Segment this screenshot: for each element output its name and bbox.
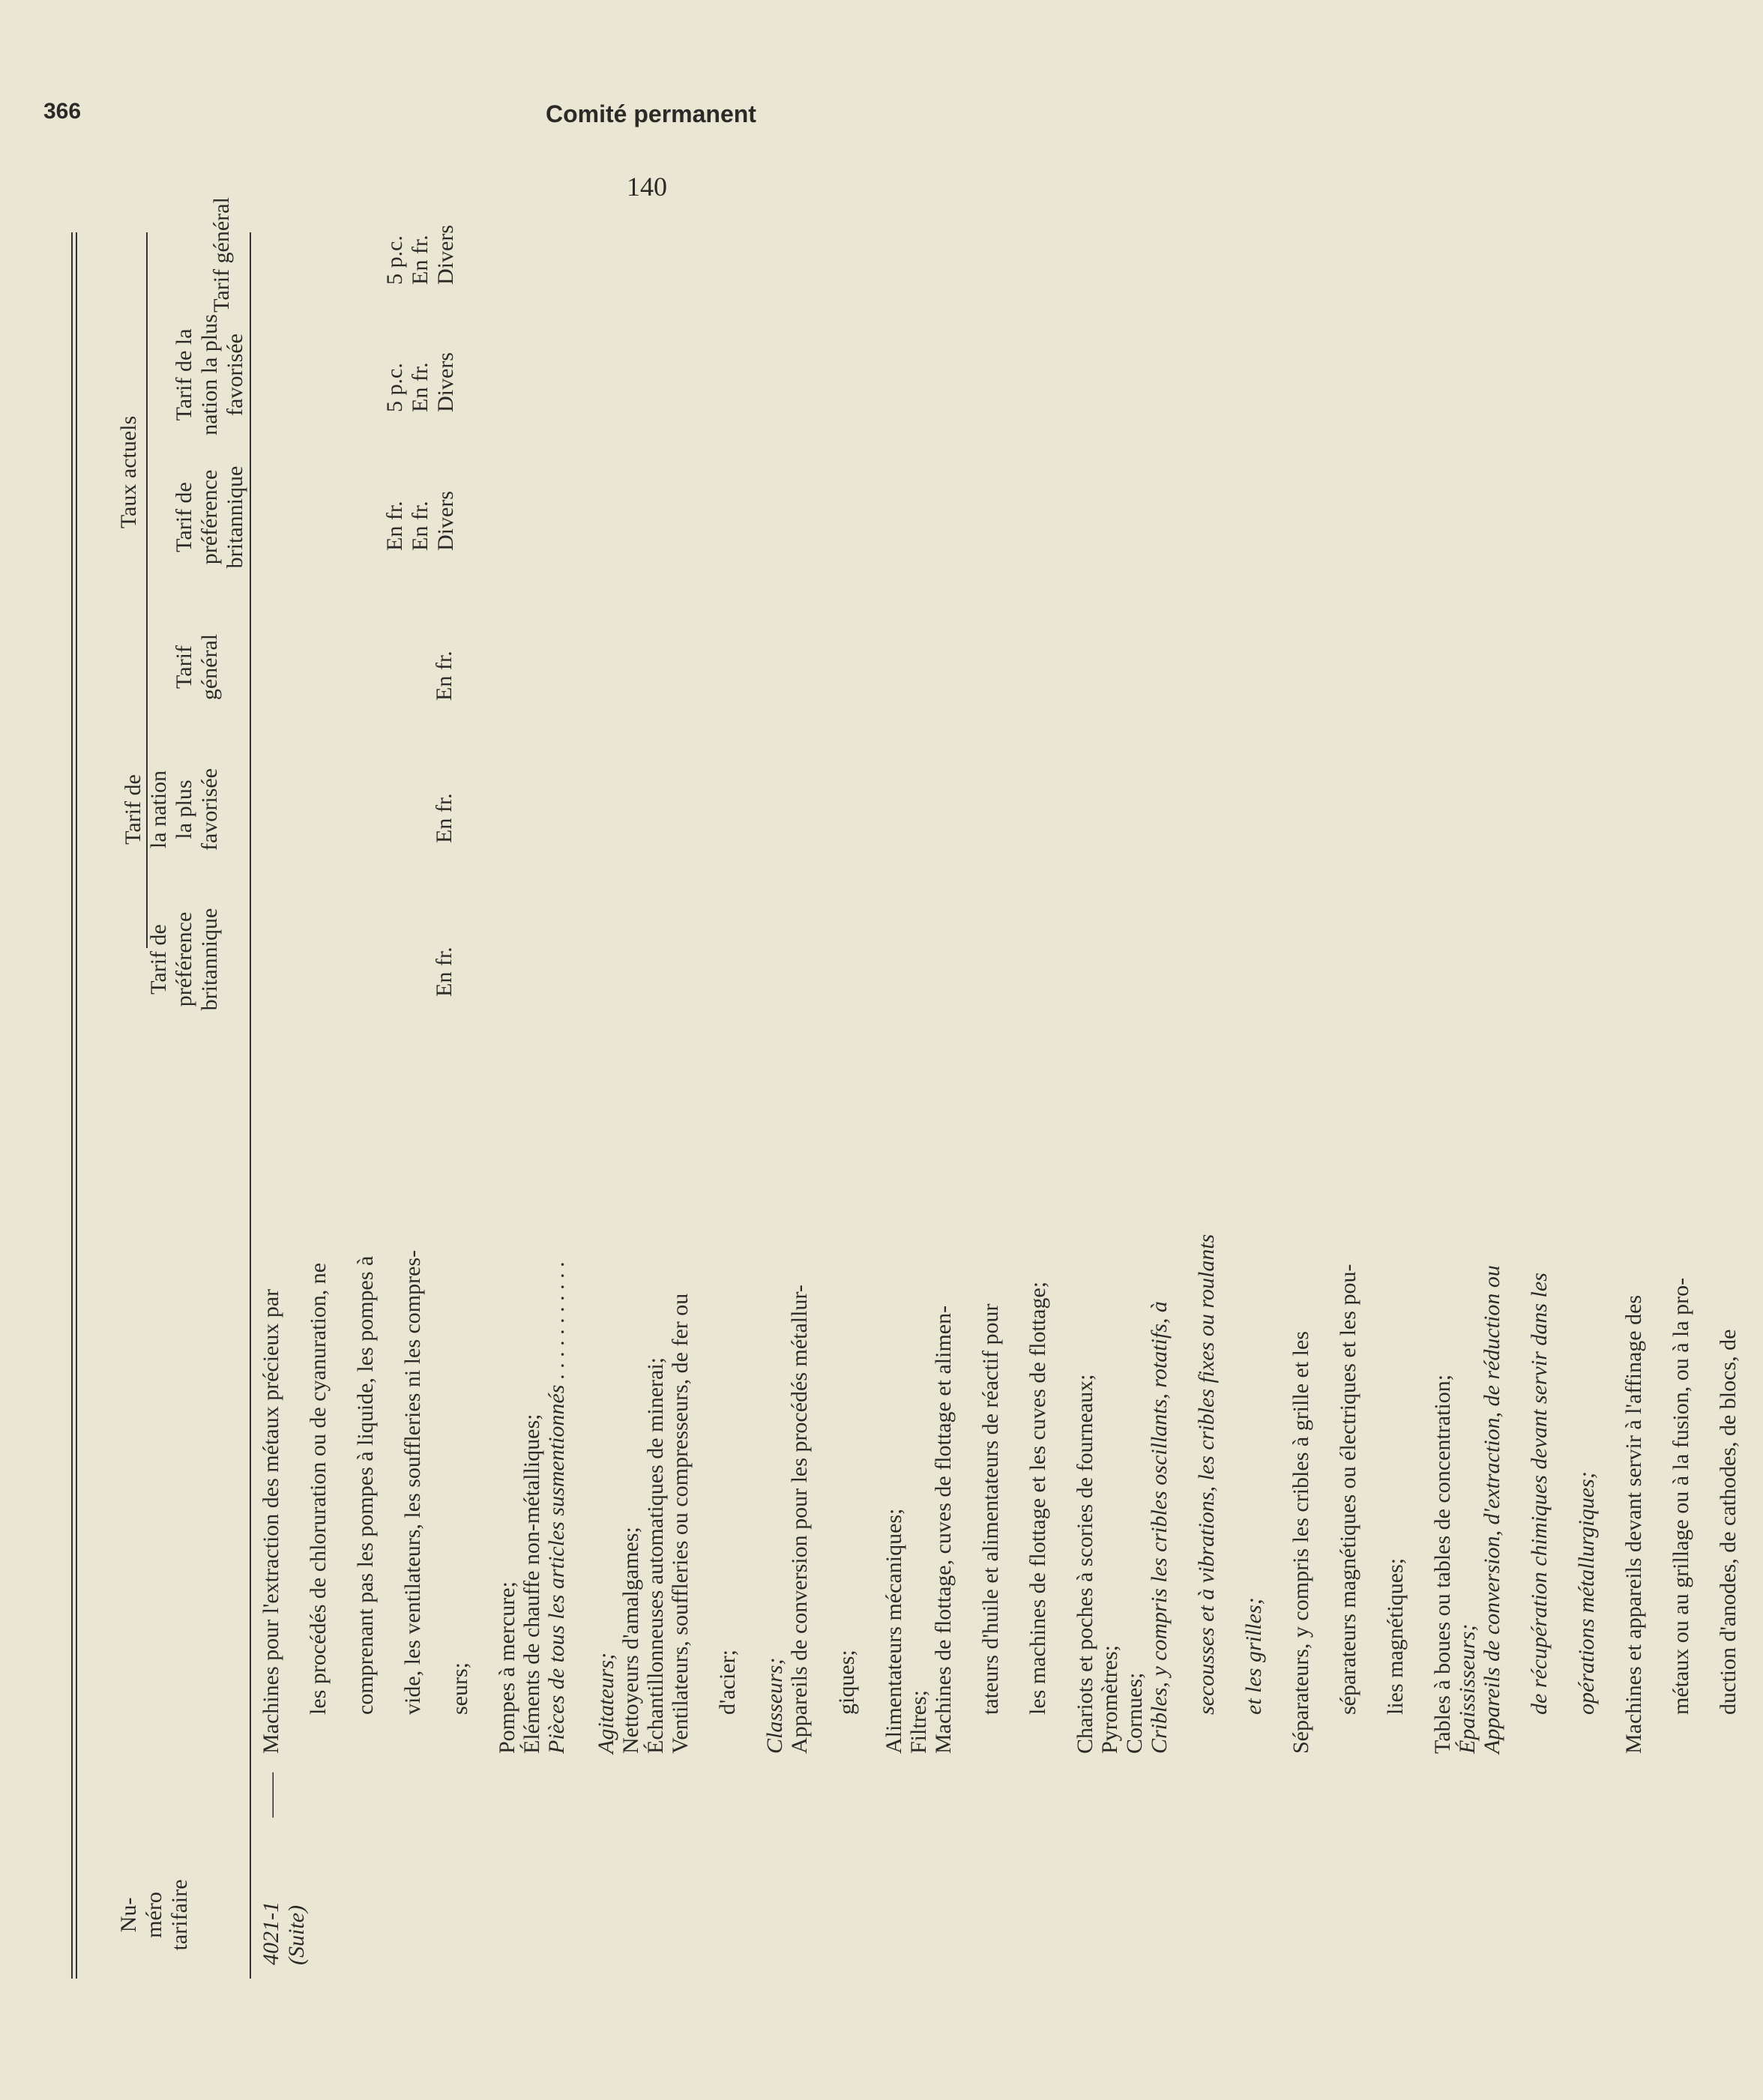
header-npf: Tarif de la nation la plus favorisée bbox=[121, 768, 222, 851]
desc-line: Cribles, y compris les cribles oscillants, rotatifs, à bbox=[1147, 1301, 1172, 1754]
desc-line: comprenant pas les pompes à liquide, les pompes à bbox=[353, 1255, 378, 1715]
desc-line: Cornues; bbox=[1122, 1672, 1147, 1754]
header-ta-general: Tarif général bbox=[209, 197, 234, 313]
desc-line: les machines de flottage et les cuves de flottage; bbox=[1025, 1281, 1050, 1715]
desc-line: Machines pour l'extraction des métaux précieux par bbox=[259, 1288, 283, 1754]
rate-npf: En fr. bbox=[432, 793, 456, 843]
desc-line: Pompes à mercure; bbox=[495, 1581, 519, 1754]
desc-line: giques; bbox=[834, 1650, 859, 1715]
sheet-number: 140 bbox=[627, 172, 667, 202]
desc-line: Épaississeurs; bbox=[1455, 1623, 1480, 1754]
running-title: Comité permanent bbox=[546, 100, 756, 127]
desc-line: vide, les ventilateurs, les souffleries ni les compres- bbox=[400, 1249, 425, 1715]
page-number: 366 bbox=[43, 99, 82, 124]
header-pref-brit: Tarif de préférence britannique bbox=[146, 908, 222, 1011]
desc-line: Ventilateurs, souffleries ou compresseurs, de fer ou bbox=[668, 1293, 693, 1754]
tariff-table bbox=[71, 197, 1741, 1979]
desc-line: et les grilles; bbox=[1241, 1597, 1266, 1715]
rate-general: En fr. bbox=[432, 651, 456, 701]
rate-ta-npf: 5 p.c. En fr. Divers bbox=[382, 352, 458, 412]
rate-ta-general: 5 p.c. En fr. Divers bbox=[382, 225, 458, 285]
desc-line: lies magnétiques; bbox=[1383, 1557, 1408, 1715]
desc-line: Alimentateurs mécaniques; bbox=[882, 1508, 906, 1754]
desc-line: Tables à boues ou tables de concentration; bbox=[1430, 1374, 1455, 1754]
desc-line: Machines de flottage, cuves de flottage et alimen- bbox=[931, 1305, 956, 1754]
desc-line: d'acier; bbox=[715, 1649, 740, 1715]
header-numero-tarifaire: Nu- méro tarifaire bbox=[116, 1879, 192, 1951]
tariff-number: 4021-1 (Suite) bbox=[259, 1901, 309, 1965]
table-top-rule-2 bbox=[76, 232, 77, 1979]
desc-line: métaux ou au grillage ou à la fusion, ou à la pro- bbox=[1669, 1277, 1693, 1715]
desc-line: secousses et à vibrations, les cribles fixes ou roulants bbox=[1194, 1234, 1219, 1715]
header-taux-actuels: Taux actuels bbox=[116, 415, 141, 529]
desc-line: Machines et appareils devant servir à l'affinage des bbox=[1621, 1294, 1646, 1754]
header-general: Tarif général bbox=[172, 633, 222, 701]
table-top-rule bbox=[71, 232, 73, 1979]
desc-line bbox=[569, 1079, 594, 1754]
desc-line: seurs; bbox=[447, 1662, 472, 1715]
desc-line: Chariots et poches à scories de fourneaux; bbox=[1073, 1374, 1097, 1754]
header-bottom-rule bbox=[250, 232, 251, 1979]
desc-line: Nettoyeurs d'amalgames; bbox=[618, 1527, 643, 1754]
desc-line: de récupération chimiques devant servir dans les bbox=[1527, 1273, 1552, 1715]
desc-line: séparateurs magnétiques ou électriques et les pou- bbox=[1336, 1264, 1360, 1715]
rate-pref-brit: En fr. bbox=[432, 947, 456, 997]
desc-line: Appareils de conversion pour les procédés métallur- bbox=[787, 1285, 812, 1754]
desc-line: Agitateurs; bbox=[594, 1653, 618, 1754]
dash-marker: —— bbox=[259, 1772, 283, 1817]
desc-line: Séparateurs, y compris les cribles à grille et les bbox=[1289, 1331, 1313, 1754]
desc-line: opérations métallurgiques; bbox=[1574, 1471, 1599, 1715]
desc-line: duction d'anodes, de cathodes, de blocs, de bbox=[1716, 1329, 1741, 1715]
desc-line: Filtres; bbox=[906, 1689, 931, 1754]
header-ta-npf: Tarif de la nation la plus favorisée bbox=[172, 314, 247, 435]
desc-line: Appareils de conversion, d'extraction, de réduction ou bbox=[1480, 1265, 1504, 1754]
desc-line: Pièces de tous les articles susmentionnés . . . . . . . . . . . bbox=[544, 1261, 569, 1754]
header-ta-pref-brit: Tarif de préférence britannique bbox=[172, 465, 247, 569]
desc-line: Pyromètres; bbox=[1097, 1645, 1122, 1754]
description-column bbox=[259, 1079, 1763, 1754]
rate-ta-pref-brit: En fr. En fr. Divers bbox=[382, 491, 458, 551]
desc-line: les procédés de chloruration ou de cyanuration, ne bbox=[306, 1262, 331, 1715]
desc-line: Éléments de chauffe non-métalliques; bbox=[519, 1413, 544, 1754]
desc-line: Échantillonneuses automatiques de minerai; bbox=[643, 1357, 668, 1754]
desc-line: tateurs d'huile et alimentateurs de réactif pour bbox=[978, 1303, 1003, 1715]
desc-line: Classeurs; bbox=[762, 1657, 787, 1754]
